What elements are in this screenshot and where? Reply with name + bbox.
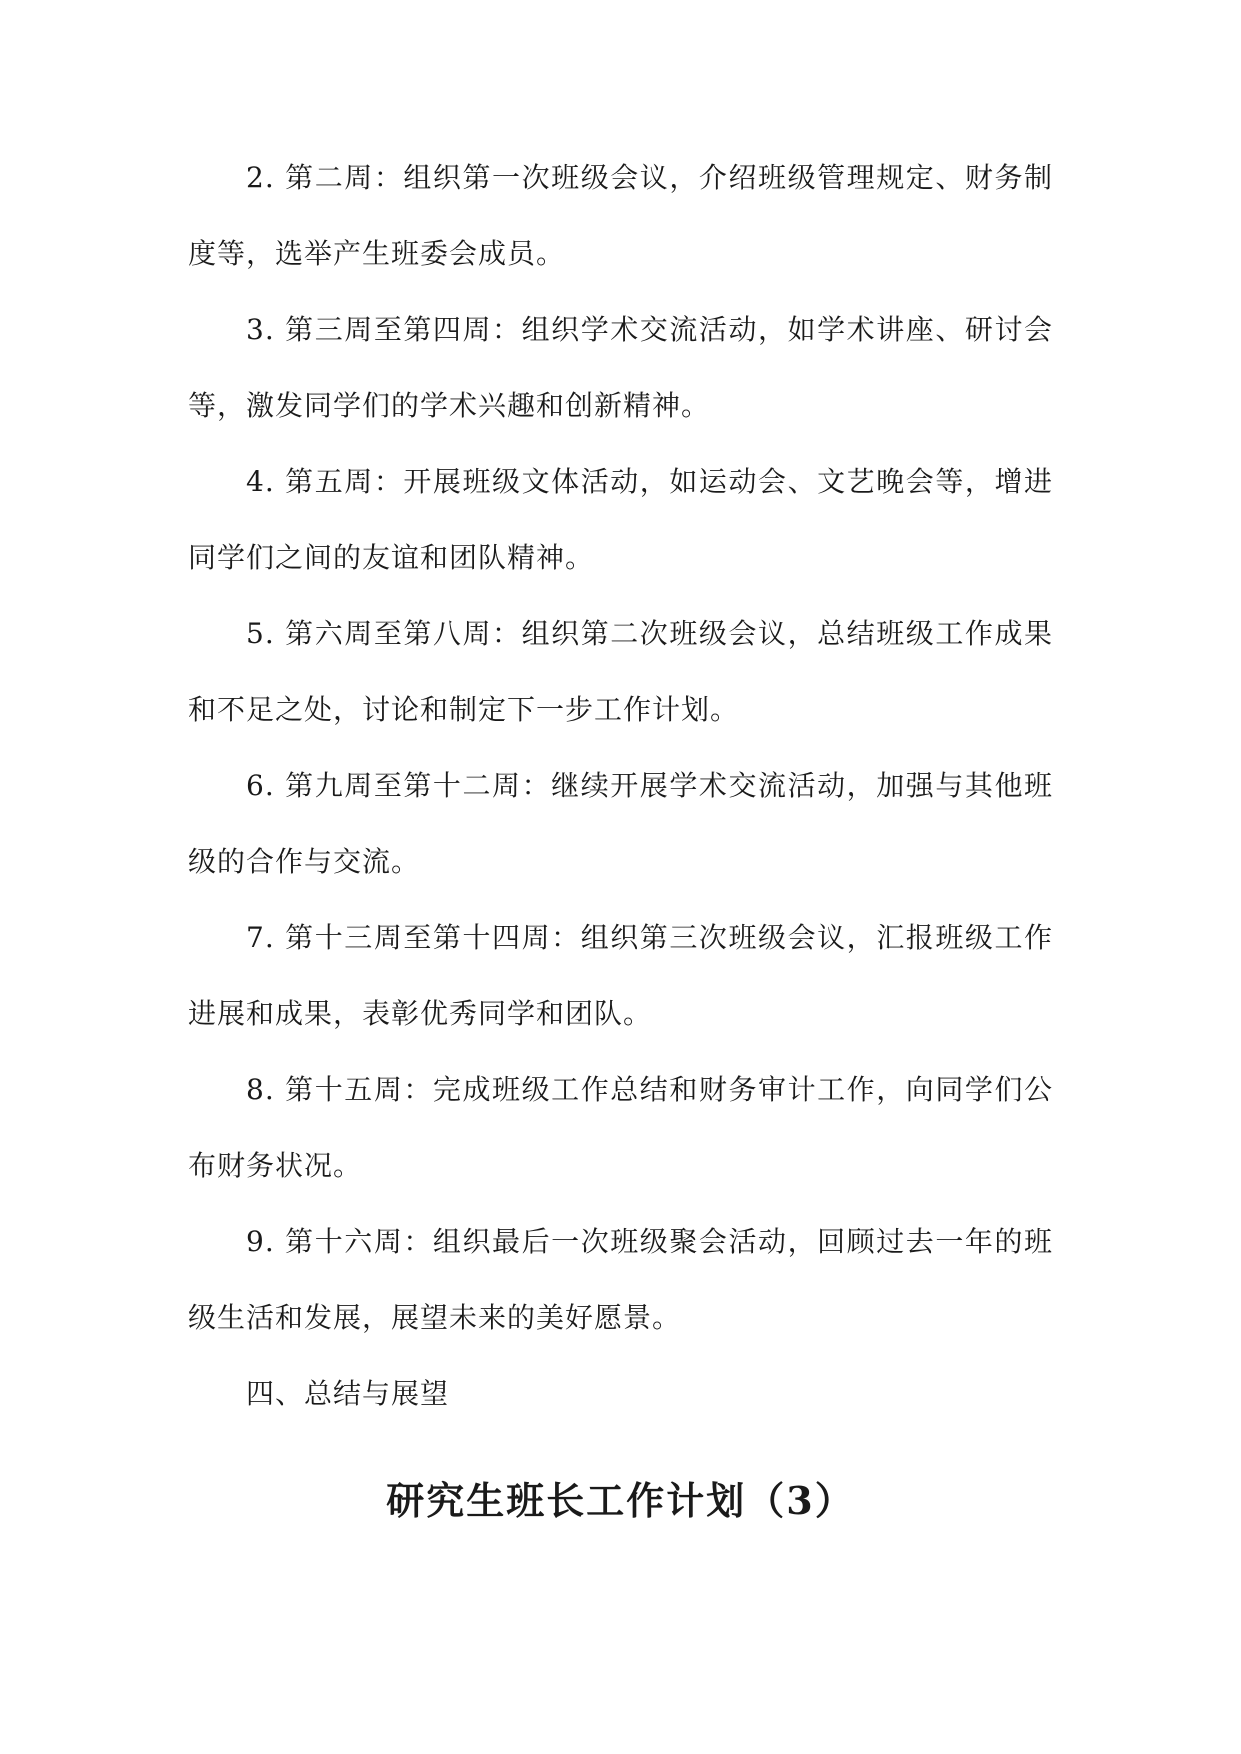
document-title: 研究生班长工作计划（3）	[386, 1478, 855, 1523]
section-heading: 四、总结与展望	[246, 1377, 450, 1410]
schedule-item-week-9-12: 6. 第九周至第十二周：继续开展学术交流活动，加强与其他班级的合作与交流。	[188, 769, 1053, 878]
schedule-item-week-13-14: 7. 第十三周至第十四周：组织第三次班级会议，汇报班级工作进展和成果，表彰优秀同学和团队。	[188, 921, 1053, 1030]
schedule-item-week-2: 2. 第二周：组织第一次班级会议，介绍班级管理规定、财务制度等，选举产生班委会成员。	[188, 161, 1053, 270]
schedule-item-week-16: 9. 第十六周：组织最后一次班级聚会活动，回顾过去一年的班级生活和发展，展望未来的美好愿景。	[188, 1225, 1053, 1334]
schedule-item-week-5: 4. 第五周：开展班级文体活动，如运动会、文艺晚会等，增进同学们之间的友谊和团队精神。	[188, 465, 1053, 574]
schedule-item-week-6-8: 5. 第六周至第八周：组织第二次班级会议，总结班级工作成果和不足之处，讨论和制定下一步工作计划。	[188, 617, 1053, 726]
document-body	[188, 140, 1053, 1432]
schedule-item-week-15: 8. 第十五周：完成班级工作总结和财务审计工作，向同学们公布财务状况。	[188, 1073, 1053, 1182]
schedule-item-week-3-4: 3. 第三周至第四周：组织学术交流活动，如学术讲座、研讨会等，激发同学们的学术兴趣和创新精神。	[188, 313, 1053, 422]
